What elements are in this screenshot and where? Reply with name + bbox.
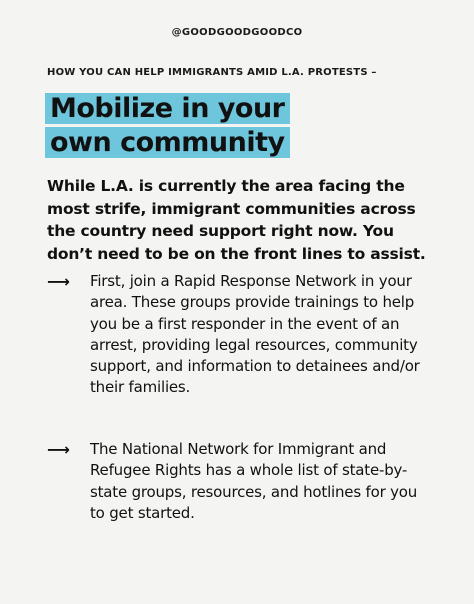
account-handle: @GOODGOODGOODCO [171, 27, 303, 38]
intro-paragraph: While L.A. is currently the area facing the most strife, immigrant communities across the country need support right now. You don’t need to be on the front lines to assist. [47, 177, 426, 263]
right-arrow-icon: ⟶ [47, 440, 70, 459]
list-item-text: First, join a Rapid Response Network in your area. These groups provide trainings to help you be a first responder in the event of an arrest, providing legal resources, community support, and information to detainees and/or their families. [90, 272, 420, 397]
title-line-2: own community [45, 127, 290, 158]
title-line-1: Mobilize in your [45, 93, 290, 124]
kicker-heading: HOW YOU CAN HELP IMMIGRANTS AMID L.A. PROTESTS – [47, 67, 377, 78]
list-item-text: The National Network for Immigrant and Refugee Rights has a whole list of state-by-state groups, resources, and hotlines for you to get started. [90, 440, 418, 522]
page-title [45, 92, 445, 160]
right-arrow-icon: ⟶ [47, 272, 70, 291]
